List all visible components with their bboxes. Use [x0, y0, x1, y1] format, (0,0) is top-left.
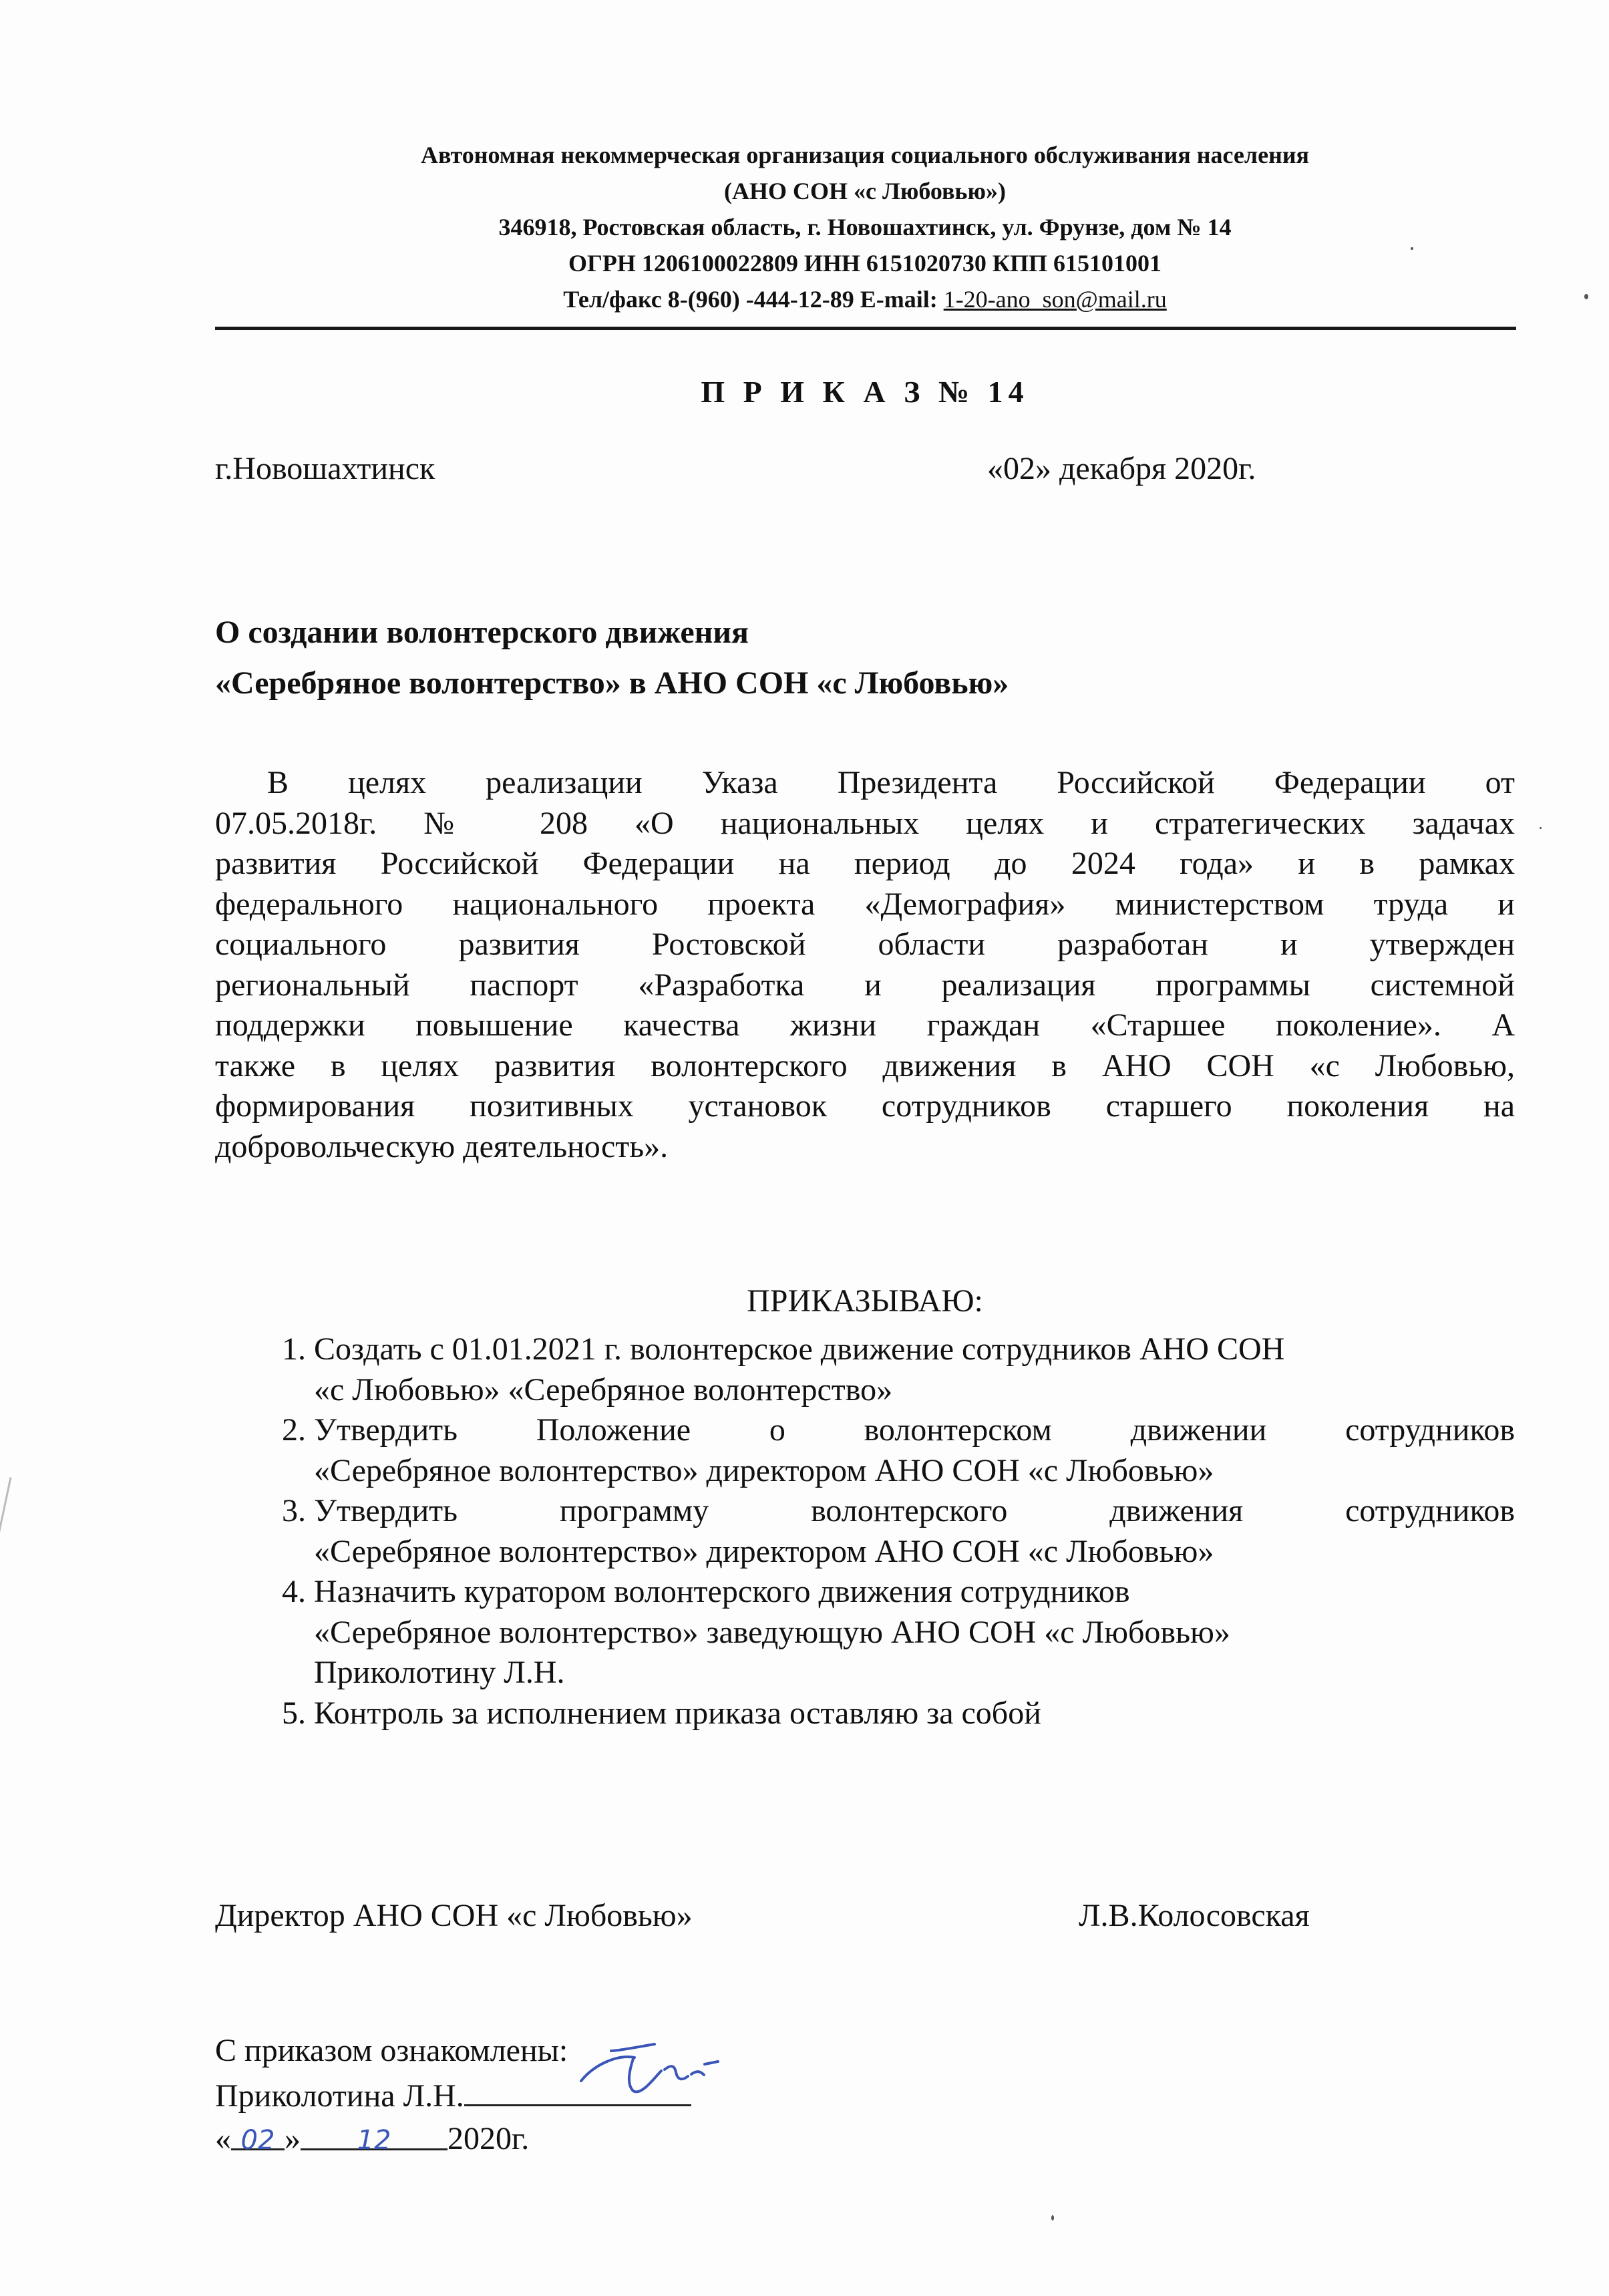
org-name: Автономная некоммерческая организация социального обслуживания населения [420, 142, 1310, 168]
preamble-line: 07.05.2018г. № 208 «О национальных целях и стратегических задачах [215, 805, 1515, 841]
scan-edge-mark [0, 1477, 12, 1569]
org-requisites: ОГРН 1206100022809 ИНН 6151020730 КПП 615101001 [568, 250, 1161, 277]
order-item-number: 4. [282, 1574, 306, 1609]
preamble-line: развития Российской Федерации на период до 2024 года» и в рамках [215, 846, 1515, 881]
org-contacts [214, 281, 1516, 317]
org-address: 346918, Ростовская область, г. Новошахтинск, ул. Фрунзе, дом № 14 [498, 214, 1232, 240]
org-short-name: (АНО СОН «с Любовью») [724, 178, 1006, 204]
order-item-number: 1. [282, 1331, 306, 1367]
order-item-number: 5. [282, 1695, 306, 1731]
acknowledgement-person: Приколотина Л.Н. [215, 2078, 464, 2114]
order-item-line: Назначить куратором волонтерского движения сотрудников [314, 1574, 1130, 1609]
letterhead-divider [215, 327, 1516, 330]
preamble-paragraph [215, 763, 1515, 1167]
preamble-line: добровольческую деятельность». [215, 1128, 669, 1164]
preamble-line: также в целях развития волонтерского движения в АНО СОН «с Любовью, [215, 1047, 1515, 1084]
order-item-number: 2. [282, 1412, 306, 1448]
order-item [282, 1410, 1515, 1491]
order-title: П Р И К А З № 14 [701, 375, 1029, 409]
acknowledgement-date-row [215, 2119, 529, 2159]
preamble-line: федерального национального проекта «Демография» министерством труда и [215, 886, 1515, 922]
order-item-line: Утвердить программу волонтерского движения сотрудников [314, 1493, 1515, 1528]
signatory-name: Л.В.Колосовская [1079, 1898, 1310, 1933]
order-directive-word: ПРИКАЗЫВАЮ: [747, 1283, 983, 1319]
order-subject-line-1: О создании волонтерского движения [215, 615, 749, 650]
preamble-line: формирования позитивных установок сотрудников старшего поколения на [215, 1088, 1515, 1124]
preamble-line: региональный паспорт «Разработка и реализация программы системной [215, 967, 1515, 1003]
date-quote-close: » [285, 2121, 301, 2156]
order-item [282, 1491, 1515, 1572]
date-day-field [231, 2119, 285, 2156]
order-item [282, 1329, 1515, 1410]
date-month-handwritten: 12 [357, 2125, 391, 2156]
order-date: «02» декабря 2020г. [987, 451, 1256, 486]
scan-speck [1584, 294, 1588, 299]
org-email-link[interactable]: 1-20-ano_son@mail.ru [943, 286, 1167, 313]
date-year: 2020г. [448, 2121, 530, 2156]
order-item [282, 1693, 1515, 1734]
preamble-line: поддержки повышение качества жизни граждан «Старшее поколение». А [215, 1007, 1515, 1043]
acknowledgement-label: С приказом ознакомлены: [215, 2033, 568, 2068]
preamble-line: В целях реализации Указа Президента Российской Федерации от [267, 765, 1515, 800]
handwritten-signature [554, 2017, 755, 2111]
scan-speck [1411, 247, 1413, 250]
date-day-handwritten: 02 [240, 2125, 275, 2156]
date-quote-open: « [215, 2121, 231, 2156]
signatory-position: Директор АНО СОН «с Любовью» [215, 1898, 693, 1933]
order-item [282, 1572, 1515, 1693]
order-item-line: Утвердить Положение о волонтерском движении сотрудников [314, 1412, 1515, 1448]
order-item-line: Приколотину Л.Н. [314, 1655, 565, 1690]
order-item-line: «с Любовью» «Серебряное волонтерство» [314, 1371, 893, 1408]
order-item-line: «Серебряное волонтерство» заведующую АНО СОН «с Любовью» [314, 1614, 1230, 1650]
order-subject-line-2: «Серебряное волонтерство» в АНО СОН «с Любовью» [215, 665, 1009, 701]
scan-speck [1540, 827, 1542, 829]
order-city: г.Новошахтинск [215, 451, 435, 486]
order-item-line: Контроль за исполнением приказа оставляю за собой [314, 1695, 1041, 1731]
order-item-line: «Серебряное волонтерство» директором АНО СОН «с Любовью» [314, 1452, 1214, 1488]
order-items-list [282, 1329, 1515, 1734]
order-item-line: Создать с 01.01.2021 г. волонтерское движение сотрудников АНО СОН [314, 1331, 1285, 1367]
date-month-field [301, 2119, 448, 2156]
order-item-number: 3. [282, 1493, 306, 1528]
order-item-line: «Серебряное волонтерство» директором АНО СОН «с Любовью» [314, 1533, 1214, 1569]
preamble-line: социального развития Ростовской области разработан и утвержден [215, 927, 1515, 962]
org-phone: Тел/факс 8-(960) -444-12-89 E-mail: [563, 286, 944, 313]
scan-speck [1051, 2215, 1054, 2221]
